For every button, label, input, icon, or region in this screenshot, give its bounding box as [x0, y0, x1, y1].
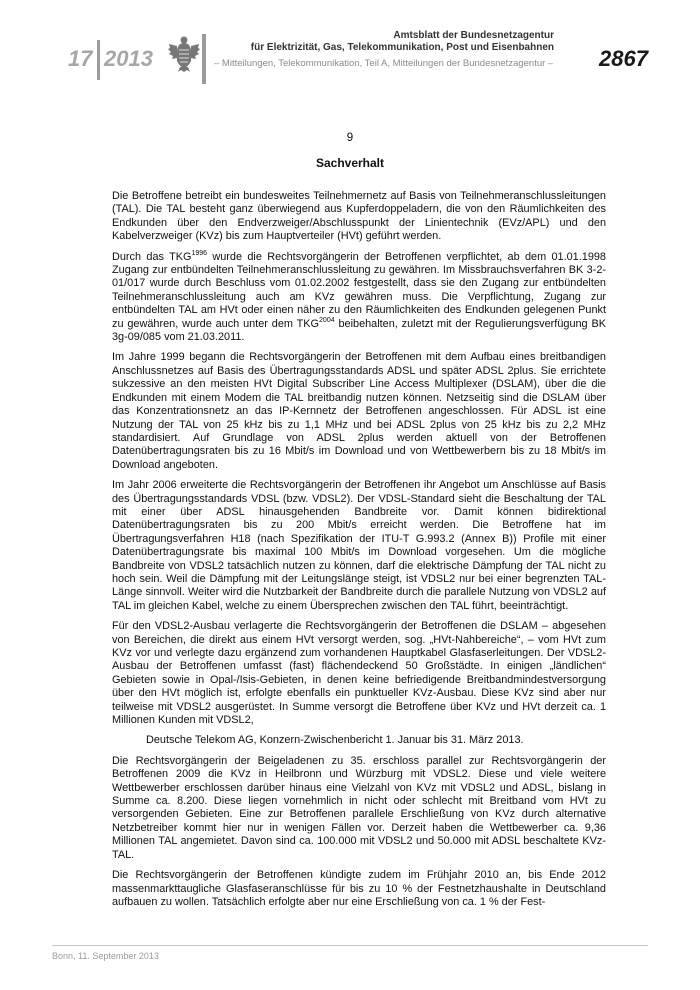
section-number: 9 [346, 132, 354, 144]
paragraph: Die Betroffene betreibt ein bundesweites Teilnehmernetz auf Basis von Teilnehmeranschlussleitungen (TAL). Die TAL besteht ganz überwiegend aus Kupferdoppeladern, die von den Räumlichkeiten des Endkunden über den Endverzweiger/Abschlusspunkt der Linientechnik (EVz/APL) und den Kabelverzweiger (KVz) bis zum Hauptverteiler (HVt) geführt werden. [112, 190, 606, 243]
paragraph: Im Jahr 2006 erweiterte die Rechtsvorgängerin der Betroffenen ihr Angebot um Anschlüsse auf Basis des Übertragungsstandards VDSL (bzw. VDSL2). Der VDSL-Standard sieht die Beschaltung der TAL mit einer über ADSL hinausgehenden Bandbreite vor. Damit können bidirektional Datenübertragungsraten bis zu 200 Mbit/s erreicht werden. Die Betroffene hat im Übertragungsverfahren H18 (nach Spezifikation der ITU-T G.993.2 (Annex B)) Profile mit einer Datenübertragungsrate bis maximal 100 Mbit/s im Download vorgesehen. Um die mögliche Bandbreite von VDSL2 tatsächlich nutzen zu können, darf die elektrische Dämpfung der TAL nicht zu hoch sein. Weil die Dämpfung mit der Leitungslänge steigt, ist VDSL2 nur bei einer begrenzten TAL-Länge sinnvoll. Weiter wird die Nutzbarkeit der Bandbreite durch die parallele Nutzung von VDSL2 auf TAL im gleichen Kabel, welche zu einem Übersprechen zwischen den TAL führt, beeinträchtigt. [112, 479, 606, 612]
page-number: 2867 [599, 46, 648, 71]
issue-year: 2013 [104, 46, 153, 71]
publication-subtitle: – Mitteilungen, Telekommunikation, Teil A, Mitteilungen der Bundesnetzagentur – [214, 58, 554, 69]
paragraph: Im Jahre 1999 begann die Rechtsvorgängerin der Betroffenen mit dem Aufbau eines breitbandigen Anschlussnetzes auf Basis des Übertragungsstandards ADSL und später ADSL 2plus. Sie errichtete sukzessive an den meisten HVt Digital Subscriber Line Access Multiplexer (DSLAM), über die die Endkunden mit einem Modem die TAL breitbandig nutzen können. Netzseitig sind die DSLAM über das Konzentrationsnetz an das IP-Kernnetz der Betroffenen angeschlossen. Für ADSL ist eine Nutzung der TAL von 25 kHz bis zu 1,1 MHz und bei ADSL 2plus von 25 kHz bis zu 2,2 MHz standardisiert. Auf Grundlage von ADSL 2plus werden aktuell von der Betroffenen Datenübertragungsraten bis zu 16 Mbit/s im Download und von Wettbewerbern bis zu 18 Mbit/s im Download angeboten. [112, 351, 606, 471]
footer-date: Bonn, 11. September 2013 [52, 951, 159, 961]
paragraph: Für den VDSL2-Ausbau verlagerte die Rechtsvorgängerin der Betroffenen die DSLAM – abgesehen von Bereichen, die direkt aus einem HVt versorgt werden, sog. „HVt-Nahbereiche“, – vom HVt zum KVz vor und verlegte dazu ergänzend zum vorhandenen Hauptkabel Glasfaserleitungen. Der VDSL2-Ausbau der Betroffenen umfasst (fast) flächendeckend 50 Großstädte. In einigen „ländlichen“ Gebieten sowie in Opal-/Isis-Gebieten, in denen keine befriedigende Breitbandmindestversorgung über den HVt möglich ist, erfolgte ebenfalls ein punktueller KVz-Ausbau. Diese KVz sind aber nur teilweise mit VDSL2 ausgerüstet. In Summe versorgt die Betroffene über KVz und HVt derzeit ca. 1 Millionen Kunden mit VDSL2, [112, 620, 606, 727]
issue-number: 17 [68, 46, 93, 71]
header-divider-thick [202, 34, 206, 84]
source-reference: Deutsche Telekom AG, Konzern-Zwischenbericht 1. Januar bis 31. März 2013. [146, 734, 524, 747]
header-divider [97, 40, 100, 80]
paragraph-text: wurde die Rechtsvorgängerin der Betroffenen verpflichtet, ab dem 01.01.1998 Zugang zur entbündelten Teilnehmeranschlussleitung zu gewähren. Im Missbrauchsverfahren BK 3-2-01/017 wurde durch Beschluss vom 01.02.2002 festgestellt, dass sie den Zugang zur entbündelten Teilnehmeranschlussleitung auch am KVz gewähren muss. Die Verpflichtung, Zugang zur entbündelten TAL am HVt oder einen näher zu den Räumlichkeiten des Endkunden gelegenen Punkt zu gewähren, wurde auch unter dem TKG [112, 250, 606, 330]
paragraph-text: beibehalten, zuletzt mit der Regulierungsverfügung BK 3g-09/085 vom 21.03.2011. [112, 317, 607, 344]
federal-eagle-icon [168, 34, 200, 72]
paragraph-text: Durch das TKG [112, 250, 192, 263]
footnote-superscript: 1996 [191, 249, 208, 257]
section-title: Sachverhalt [315, 156, 385, 170]
paragraph: Die Rechtsvorgängerin der Betroffenen kündigte zudem im Frühjahr 2010 an, bis Ende 2012 massenmarkttaugliche Glasfaseranschlüsse für bis zu 10 % der Festnetzhaushalte in Deutschland aufbauen zu wollen. Tatsächlich erfolgte aber nur eine Erschließung von ca. 1 % der Fest- [112, 869, 606, 908]
publication-title [214, 30, 554, 54]
document-body [112, 190, 606, 916]
footnote-superscript: 2004 [319, 316, 335, 324]
paragraph [112, 251, 606, 345]
paragraph: Die Rechtsvorgängerin der Beigeladenen zu 35. erschloss parallel zur Rechtsvorgängerin der Betroffenen 2009 die KVz in Heilbronn und Würzburg mit VDSL2. Diese und viele weitere Wettbewerber erschlossen darüber hinaus eine Vielzahl von KVz mit VDSL2 und ADSL, bislang in Summe ca. 8.200. Diese liegen vornehmlich in nicht oder schlecht mit Breitband vom HVt zu versorgenden Gebieten. Eine zur Betroffenen parallele Erschließung von KVz durch alternative Netzbetreiber kommt hier nur in wenigen Fällen vor. Derzeit haben die Wettbewerber ca. 9,36 Millionen TAL angemietet. Davon sind ca. 100.000 mit VDSL2 und 50.000 mit ADSL beschaltete KVz-TAL. [112, 754, 606, 861]
publication-title-line2: für Elektrizität, Gas, Telekommunikation, Post und Eisenbahnen [250, 42, 554, 53]
publication-title-line1: Amtsblatt der Bundesnetzagentur [393, 30, 554, 41]
footer-divider [52, 945, 648, 946]
